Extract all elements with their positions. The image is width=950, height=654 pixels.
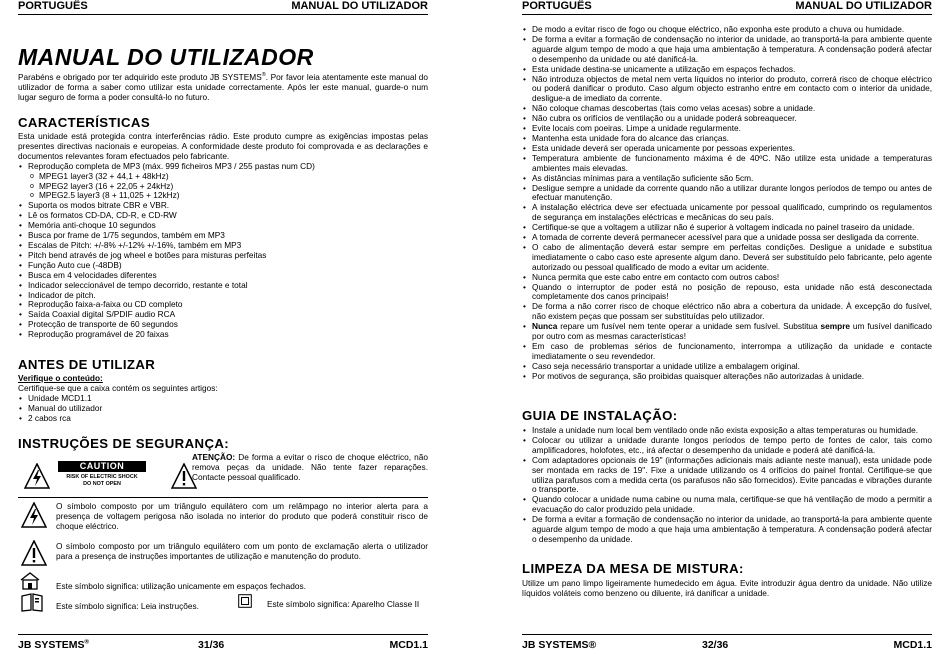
installation-list [522,426,932,545]
symbol-indoor-text: Este símbolo significa: utilização unicamente em espaços fechados. [56,581,306,591]
indoor-use-icon [20,572,40,590]
read-instructions-icon [20,592,44,612]
list-item: • De forma a não correr risco de choque eléctrico não abra a cobertura da unidade. À excepção do fusível, não existem peças que possam ser substituídas pelo utilizador. [522,302,932,322]
list-item: • Suporta os modos bitrate CBR e VBR. [18,201,428,211]
list-item: • Certifique-se que a voltagem a utilizar não é superior à voltagem indicada no painel traseiro da unidade. [522,223,932,233]
registered-mark: ® [261,72,266,78]
caution-label [58,461,146,496]
list-item: • Instale a unidade num local bem ventilado onde não exista exposição a altas temperaturas ou humidade. [522,426,932,436]
attention-text: De forma a evitar o risco de choque eléctrico, não remova peças da unidade. Não tente fazer reparações. Contacte pessoal qualificado. [192,452,428,482]
footer-brand [18,639,89,651]
safety-continued [522,25,932,382]
list-item: • Não cubra os orifícios de ventilação ou a unidade poderá sobreaquecer. [522,114,932,124]
installation-section [522,426,932,545]
symbol-class2-text: Este símbolo significa: Aparelho Classe II [267,599,420,609]
list-item: • Temperatura ambiente de funcionamento máxima é de 40ºC. Não utilize esta unidade a temperaturas ambientes mais elevadas. [522,154,932,174]
list-item: • Evite locais com poeiras. Limpe a unidade regularmente. [522,124,932,134]
list-item: • Manual do utilizador [18,404,428,414]
list-item: • Unidade MCD1.1 [18,394,428,404]
list-item: • Reprodução completa de MP3 (máx. 999 ficheiros MP3 / 255 pastas num CD) [18,162,428,172]
list-item: • A instalação eléctrica deve ser efectuada unicamente por pessoal qualificado, cumprindo os regulamentos de segurança em instalações eléctricas e mecânicas do seu país. [522,203,932,223]
before-use-heading: ANTES DE UTILIZAR [18,357,156,372]
list-item: • Indicador de pitch. [18,291,428,301]
intro-paragraph [18,71,428,102]
footer-brand: JB SYSTEMS® [522,639,597,651]
list-item: • Protecção de transporte de 60 segundos [18,320,428,330]
lightning-triangle-icon [24,463,50,489]
footer-registered: ® [84,639,89,646]
list-item: • 2 cabos rca [18,414,428,424]
page-footer [18,634,428,650]
list-item: • Em caso de problemas sérios de funcionamento, interrompa a utilização da unidade e contacte imediatamente o seu revendedor. [522,342,932,362]
list-item: • Mantenha esta unidade fora do alcance das crianças. [522,134,932,144]
footer-model: MCD1.1 [389,639,428,651]
right-page [522,0,932,654]
header-language: PORTUGUÊS [522,0,592,12]
page-header [18,0,428,15]
features-section [18,132,428,340]
list-item: • Desligue sempre a unidade da corrente quando não a utilizar durante longos períodos de tempo ou antes de efectuar manutenção. [522,184,932,204]
safety-heading: INSTRUÇÕES DE SEGURANÇA: [18,436,230,451]
symbol-exclamation-text: O símbolo composto por um triângulo equilátero com um ponto de exclamação alerta o utilizador para a presença de instruções importantes de utilização e manutenção do produto. [56,541,428,561]
before-use-section [18,374,428,424]
list-item: • As distâncias mínimas para a ventilação suficiente são 5cm. [522,174,932,184]
list-item: o MPEG1 layer3 (32 + 44,1 + 48kHz) [18,172,428,182]
bold-word: sempre [820,321,851,332]
list-item: • Não introduza objectos de metal nem verta líquidos no interior do produto, correrá risco de choque eléctrico ou poderá danificar o produto. Caso algum objecto estranho entre em contacto com o interior da unidade, desligue-a de imediato da corrente. [522,75,932,105]
header-title: MANUAL DO UTILIZADOR [795,0,932,12]
bold-word: Nunca [532,321,558,332]
contents-list [18,394,428,424]
list-item: • Busca em 4 velocidades diferentes [18,271,428,281]
lightning-triangle-icon [21,502,47,528]
list-item: • Esta unidade destina-se unicamente a utilização em espaços fechados. [522,65,932,75]
list-item: • Caso seja necessário transportar a unidade utilize a embalagem original. [522,362,932,372]
list-item: • Não coloque chamas descobertas (tais como velas acesas) sobre a unidade. [522,104,932,114]
header-language: PORTUGUÊS [18,0,88,12]
list-item: • Lê os formatos CD-DA, CD-R, e CD-RW [18,211,428,221]
list-item: • De forma a evitar a formação de condensação no interior da unidade, ao transportá-la para ambiente quente aguarde algum tempo de modo a que haja uma ambientação à temperatura. A condensação poderá afectar o desempenho da unidade ou até danificá-la. [522,35,932,65]
verify-label: Verifique o conteúdo: [18,373,103,383]
safety-list [522,25,932,382]
attention-label: ATENÇÃO: [192,452,236,462]
installation-heading: GUIA DE INSTALAÇÃO: [522,408,678,423]
list-item: • Com adaptadores opcionais de 19" (informações adicionais mais adiante neste manual), esta unidade pode ser montada em racks de 19". Fixe a unidade utilizando os 4 orifícios do painel frontal. Certifique-se que utiliza parafusos com a medida certa (os parafusos não são fornecidos). Evite pancadas e vibrações durante o transporte. [522,456,932,496]
list-item: • Escalas de Pitch: +/-8% +/-12% +/-16%, também em MP3 [18,241,428,251]
exclamation-triangle-icon [21,540,47,566]
list-item: • De modo a evitar risco de fogo ou choque eléctrico, não exponha este produto a chuva ou humidade. [522,25,932,35]
cleaning-text: Utilize um pano limpo ligeiramente humedecido em água. Evite introduzir água dentro da unidade. Não utilize líquidos voláteis como benzeno ou diluente, irá danificar a unidade. [522,578,932,598]
caution-sub-2: DO NOT OPEN [83,480,121,487]
list-item: • Por motivos de segurança, são proibidas quaisquer alterações não autorizadas à unidade. [522,372,932,382]
features-intro: Esta unidade está protegida contra interferências rádio. Este produto cumpre as exigências impostas pelas presentes directivas nacionais e europeias. A conformidade deste produto foi comprovada e as declarações e documentos relevantes foram efectuados pelo fabricante. [18,131,428,161]
caution-sub-1: RISK OF ELECTRIC SHOCK [66,474,138,480]
list-item: • Memória anti-choque 10 segundos [18,221,428,231]
footer-page-number: 31/36 [198,639,225,651]
list-item: • Reprodução faixa-a-faixa ou CD completo [18,300,428,310]
list-item: • Pitch bend através de jog wheel e botões para misturas perfeitas [18,251,428,261]
list-item: • Reprodução programável de 20 faixas [18,330,428,340]
list-item: • Quando o interruptor de poder está no posição de repouso, esta unidade não está desconectada completamente dos canos principais! [522,283,932,303]
page-title: MANUAL DO UTILIZADOR [18,44,314,70]
list-item: o MPEG2 layer3 (16 + 22,05 + 24kHz) [18,182,428,192]
left-page [18,0,428,654]
divider [18,497,428,498]
list-item: • Função Auto cue (-48DB) [18,261,428,271]
list-item: • De forma a evitar a formação de condensação no interior da unidade, ao transportá-la para ambiente quente aguarde algum tempo de modo a que haja uma ambientação à temperatura. A condensação poderá afectar o desempenho da unidade. [522,515,932,545]
header-title: MANUAL DO UTILIZADOR [291,0,428,12]
list-item: • A tomada de corrente deverá permanecer acessível para que a unidade possa ser desligada da corrente. [522,233,932,243]
list-item: o MPEG2.5 layer3 (8 + 11,025 + 12kHz) [18,191,428,201]
list-item: • Nunca permita que este cabo entre em contacto com outros cabos! [522,273,932,283]
symbol-lightning-text: O símbolo composto por um triângulo equilátero com um relâmpago no interior alerta para a presença de voltagem perigosa não isolada no interior do produto que poderá constituir risco de choque eléctrico. [56,501,428,531]
symbol-read-text: Este símbolo significa: Leia instruções. [56,601,199,611]
fuse-text-a: repare um fusível nem tente operar a unidade sem fusível. Substitua [557,321,821,332]
footer-model: MCD1.1 [893,639,932,651]
list-item: • Colocar ou utilizar a unidade durante longos períodos de tempo perto de fontes de calor, tais como amplificadores, holofotes, etc., irá afectar o desempenho da unidade e poderá até danificá-la. [522,436,932,456]
features-heading: CARACTERÍSTICAS [18,115,151,130]
list-item: • O cabo de alimentação deverá estar sempre em perfeitas condições. Desligue a unidade e substitua imediatamente o cabo caso este apresente algum dano. Deverá ser substituído pelo fabricante, pelo agente autorizado ou pessoal qualificado de modo a evitar um acidente. [522,243,932,273]
verify-text: Certifique-se que a caixa contém os seguintes artigos: [18,382,218,393]
fuse-text-b: um fusível danificado por outro com as mesmas características! [532,321,932,342]
footer-brand-text: JB SYSTEMS [18,639,85,651]
attention-note [192,453,428,483]
list-item: • Esta unidade deverá ser operada unicamente por pessoas experientes. [522,144,932,154]
class-two-icon [238,594,252,608]
list-item: • Indicador seleccionável de tempo decorrido, restante e total [18,281,428,291]
intro-text-b: . Por favor leia atentamente este manual do utilizador de forma a saber como utilizar esta unidade correctamente. Após ler este manual, guarde-o num lugar seguro de forma a poder consultá-lo no futuro. [18,71,428,102]
list-item: • Quando colocar a unidade numa cabine ou numa mala, certifique-se que há ventilação de modo a permitir a evacuação do calor produzido pela unidade. [522,495,932,515]
caution-title: CAUTION [58,461,146,472]
list-item: • Saída Coaxial digital S/PDIF audio RCA [18,310,428,320]
list-item: • Busca por frame de 1/75 segundos, também em MP3 [18,231,428,241]
cleaning-heading: LIMPEZA DA MESA DE MISTURA: [522,561,744,576]
list-item [522,322,932,342]
intro-text-a: Parabéns e obrigado por ter adquirido este produto JB SYSTEMS [18,71,262,82]
features-list [18,162,428,340]
page-footer [522,634,932,650]
footer-page-number: 32/36 [702,639,729,651]
page-header [522,0,932,15]
